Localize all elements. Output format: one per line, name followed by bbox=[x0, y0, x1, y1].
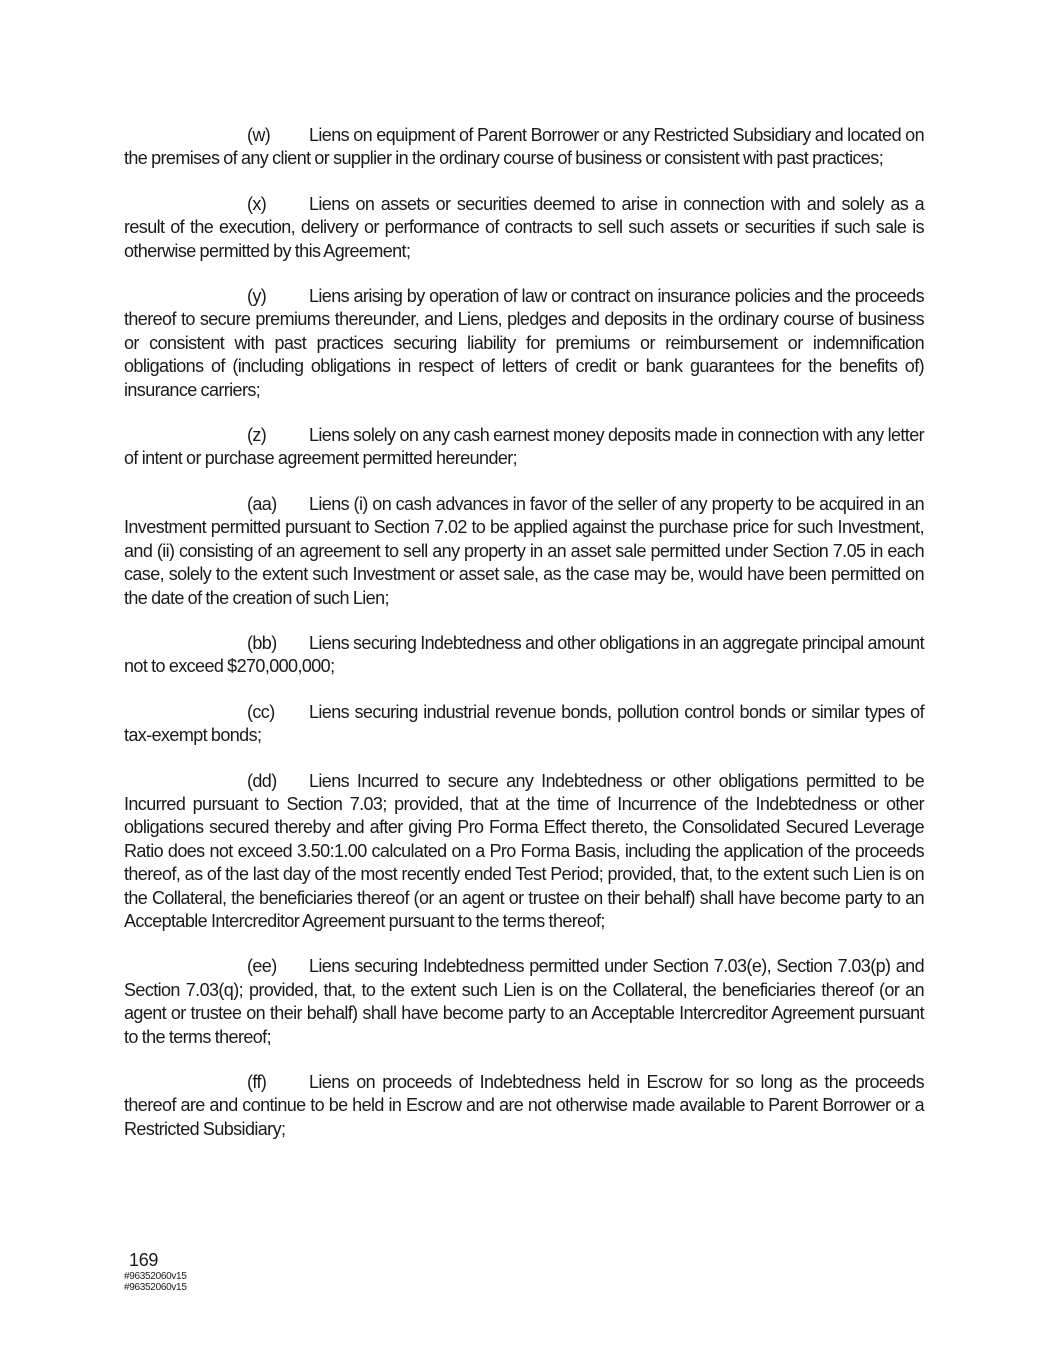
clause-text: Liens securing industrial revenue bonds, pollution control bonds or similar types of tax-exempt bonds; bbox=[124, 701, 924, 746]
clause-marker: (w) bbox=[247, 125, 271, 145]
clause-dd bbox=[124, 770, 924, 934]
clause-marker: (dd) bbox=[247, 770, 277, 791]
clause-text: Liens on equipment of Parent Borrower or any Restricted Subsidiary and located on the premises of any client or supplier in the ordinary course of business or consistent with past practices; bbox=[124, 125, 924, 169]
clause-marker: (z) bbox=[247, 425, 267, 446]
clause-z bbox=[124, 424, 924, 471]
clause-marker: (x) bbox=[247, 193, 267, 214]
clause-text: Liens arising by operation of law or contract on insurance policies and the proceeds thereof to secure premiums thereunder, and Liens, pledges and deposits in the ordinary course of business or consistent with past practices securing liability for premiums or reimbursement or indemnification obligations of (including obligations in respect of letters of credit or bank guarantees for the benefits of) insurance carriers; bbox=[124, 286, 924, 400]
clause-w bbox=[124, 124, 924, 171]
page-footer bbox=[124, 1249, 187, 1293]
clause-text: Liens (i) on cash advances in favor of the seller of any property to be acquired in an Investment permitted pursuant to Section 7.02 to be applied against the purchase price for such Investment, and (ii) consisting of an agreement to sell any property in an asset sale permitted under Section 7.05 in each case, solely to the extent such Investment or asset sale, as the case may be, would have been permitted on the date of the creation of such Lien; bbox=[124, 493, 924, 608]
document-id: #96352060v15 bbox=[124, 1271, 187, 1282]
clause-marker: (cc) bbox=[247, 701, 275, 722]
clause-marker: (y) bbox=[247, 286, 267, 307]
clause-cc bbox=[124, 701, 924, 748]
clause-aa bbox=[124, 493, 924, 610]
clause-x bbox=[124, 193, 924, 263]
clause-text: Liens securing Indebtedness permitted under Section 7.03(e), Section 7.03(p) and Section 7.03(q); provided, that, to the extent such Lien is on the Collateral, the beneficiaries thereof (or an agent or trustee on their behalf) shall have become party to an Acceptable Intercreditor Agreement pursuant to the terms thereof; bbox=[124, 956, 924, 1047]
clause-text: Liens on proceeds of Indebtedness held in Escrow for so long as the proceeds thereof are and continue to be held in Escrow and are not otherwise made available to Parent Borrower or a Restricted Subsidiary; bbox=[124, 1072, 924, 1139]
clause-marker: (bb) bbox=[247, 632, 277, 653]
clause-ee bbox=[124, 955, 924, 1049]
clause-text: Liens securing Indebtedness and other obligations in an aggregate principal amount not to exceed $270,000,000; bbox=[124, 632, 924, 677]
clause-y bbox=[124, 285, 924, 402]
clause-text: Liens Incurred to secure any Indebtedness or other obligations permitted to be Incurred pursuant to Section 7.03; provided, that at the time of Incurrence of the Indebtedness or other obligations secured thereby and after giving Pro Forma Effect thereto, the Consolidated Secured Leverage Ratio does not exceed 3.50:1.00 calculated on a Pro Forma Basis, including the application of the proceeds thereof, as of the last day of the most recently ended Test Period; provided, that, to the extent such Lien is on the Collateral, the beneficiaries thereof (or an agent or trustee on their behalf) shall have become party to an Acceptable Intercreditor Agreement pursuant to the terms thereof; bbox=[124, 770, 924, 931]
clause-text: Liens solely on any cash earnest money deposits made in connection with any letter of intent or purchase agreement permitted hereunder; bbox=[124, 425, 924, 469]
page-number: 169 bbox=[129, 1250, 159, 1270]
clause-ff bbox=[124, 1071, 924, 1141]
clause-marker: (ee) bbox=[247, 956, 277, 977]
clause-text: Liens on assets or securities deemed to arise in connection with and solely as a result of the execution, delivery or performance of contracts to sell such assets or securities if such sale is otherwise permitted by this Agreement; bbox=[124, 193, 924, 261]
document-id: #96352060v15 bbox=[124, 1282, 187, 1293]
clause-marker: (aa) bbox=[247, 493, 277, 514]
clause-bb bbox=[124, 632, 924, 679]
document-body bbox=[124, 124, 924, 1163]
clause-marker: (ff) bbox=[247, 1072, 267, 1092]
